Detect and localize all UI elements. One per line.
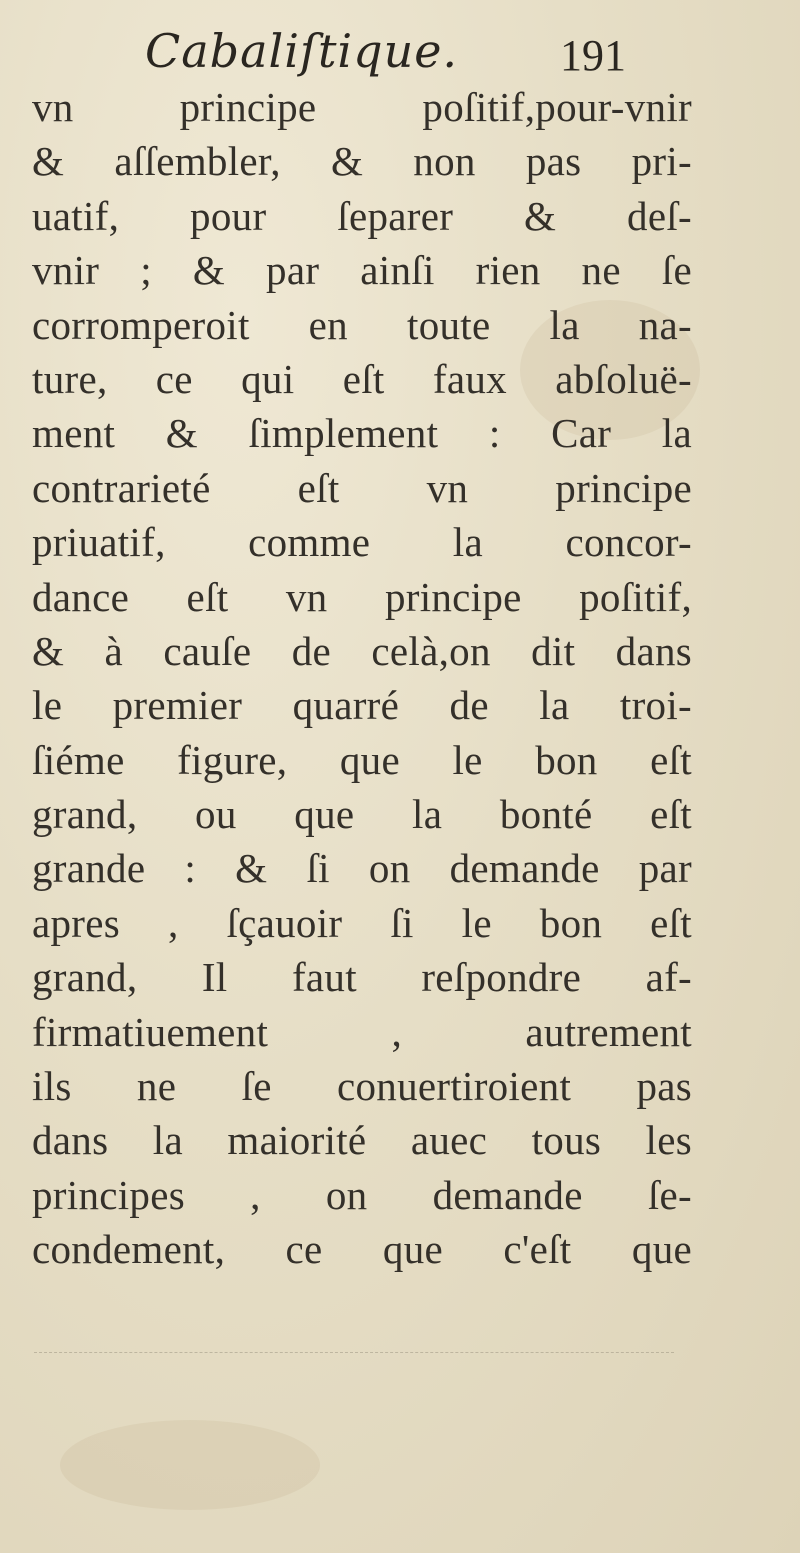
body-text xyxy=(32,80,692,1277)
text-line: firmatiuement , autrement xyxy=(32,1008,692,1055)
page-number: 191 xyxy=(560,31,626,80)
text-line: ment & ſimplement : Car la xyxy=(32,410,692,457)
page-bottom-rule xyxy=(34,1352,674,1353)
text-line: grand, ou que la bonté eſt xyxy=(32,791,692,838)
text-line: dance eſt vn principe poſitif, xyxy=(32,573,692,620)
text-line: grande : & ſi on demande par xyxy=(32,845,692,892)
text-line: vn principe poſitif,pour-vnir xyxy=(32,84,692,130)
running-head xyxy=(0,20,800,80)
text-line: uatif, pour ſeparer & deſ- xyxy=(32,192,692,239)
text-line: condement, ce que c'eſt que xyxy=(32,1226,692,1273)
text-line: le premier quarré de la troi- xyxy=(32,682,692,729)
text-line: & aſſembler, & non pas pri- xyxy=(32,138,692,185)
text-line: apres , ſçauoir ſi le bon eſt xyxy=(32,899,692,946)
text-line: ils ne ſe conuertiroient pas xyxy=(32,1063,692,1110)
text-line: vnir ; & par ainſi rien ne ſe xyxy=(32,247,692,294)
text-line: & à cauſe de celà,on dit dans xyxy=(32,627,692,674)
text-line: dans la maiorité auec tous les xyxy=(32,1117,692,1164)
text-line: ture, ce qui eſt faux abſoluë- xyxy=(32,355,692,402)
text-line: corromperoit en toute la na- xyxy=(32,301,692,348)
text-line: grand, Il faut reſpondre af- xyxy=(32,954,692,1001)
text-line: contrarieté eſt vn principe xyxy=(32,464,692,511)
paper-stain xyxy=(60,1420,320,1510)
text-line: ſiéme figure, que le bon eſt xyxy=(32,736,692,783)
text-line: priuatif, comme la concor- xyxy=(32,519,692,566)
running-title: Cabaliſtique. xyxy=(145,24,459,78)
text-line: principes , on demande ſe- xyxy=(32,1171,692,1218)
